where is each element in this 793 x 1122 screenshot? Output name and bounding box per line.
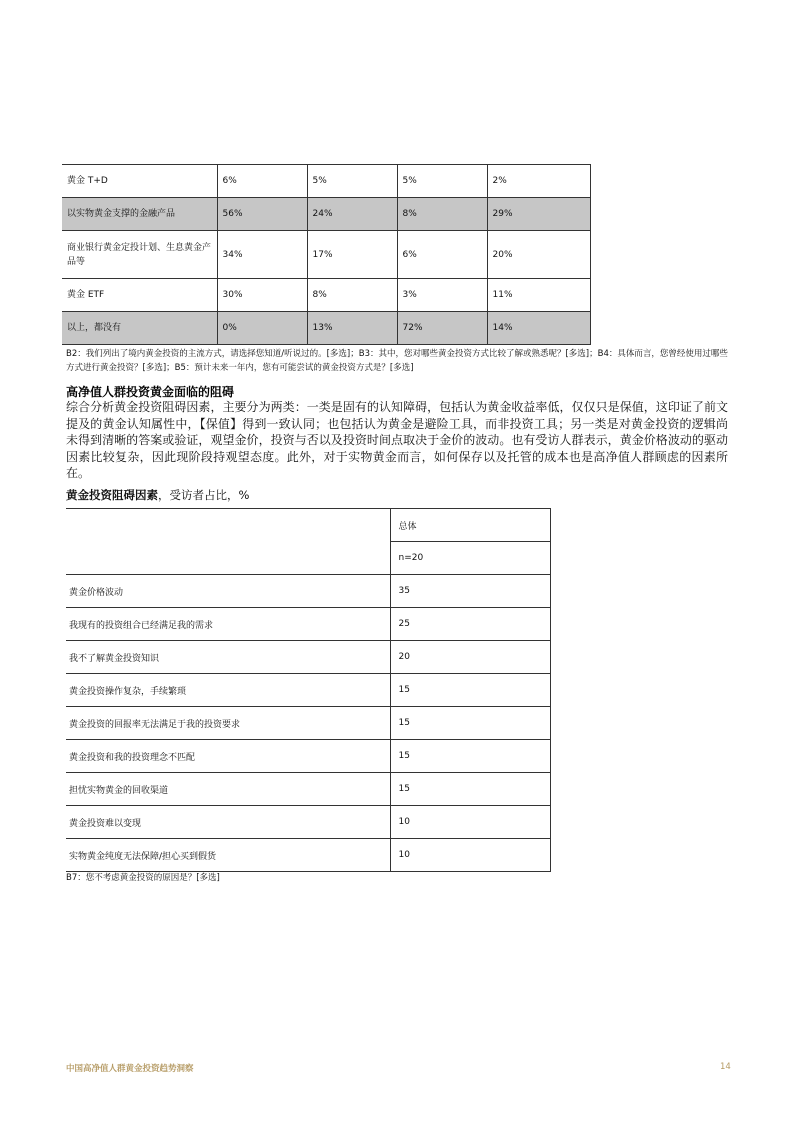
table-row [66, 608, 550, 641]
cell: 34% [217, 231, 307, 279]
table-row [66, 707, 550, 740]
cell: 13% [307, 312, 397, 345]
table-row [62, 231, 590, 279]
row-value: 25 [390, 608, 550, 641]
header-sample-size: n=20 [390, 542, 550, 575]
row-label: 黄金投资和我的投资理念不匹配 [66, 740, 390, 773]
table-row [66, 806, 550, 839]
row-label: 黄金投资操作复杂，手续繁琐 [66, 674, 390, 707]
cell: 5% [397, 165, 487, 198]
row-value: 15 [390, 773, 550, 806]
cell: 5% [307, 165, 397, 198]
header-total: 总体 [390, 509, 550, 542]
cell: 17% [307, 231, 397, 279]
cell: 20% [487, 231, 590, 279]
table2-title-rest: ，受访者占比，% [158, 488, 250, 502]
cell: 56% [217, 198, 307, 231]
table-row [62, 279, 590, 312]
row-label: 担忧实物黄金的回收渠道 [66, 773, 390, 806]
investment-methods-table [62, 164, 591, 345]
row-value: 10 [390, 806, 550, 839]
table-row [62, 198, 590, 231]
row-value: 10 [390, 839, 550, 872]
row-label: 商业银行黄金定投计划、生息黄金产品等 [62, 231, 217, 279]
row-value: 15 [390, 740, 550, 773]
row-label: 以实物黄金支撑的金融产品 [62, 198, 217, 231]
row-value: 20 [390, 641, 550, 674]
row-label: 黄金投资的回报率无法满足于我的投资要求 [66, 707, 390, 740]
cell: 29% [487, 198, 590, 231]
table-row [66, 575, 550, 608]
row-label: 黄金 ETF [62, 279, 217, 312]
cell: 72% [397, 312, 487, 345]
cell: 24% [307, 198, 397, 231]
row-label: 我现有的投资组合已经满足我的需求 [66, 608, 390, 641]
table1-source-note: B2：我们列出了境内黄金投资的主流方式，请选择您知道/听说过的。[多选]；B3：其中，您对哪些黄金投资方式比较了解或熟悉呢？[多选]；B4：具体而言，您曾经使用过哪些方式进行黄金投资？[多选]；B5：预计未来一年内，您有可能尝试的黄金投资方式是？[多选] [66, 349, 728, 373]
cell: 11% [487, 279, 590, 312]
row-value: 15 [390, 707, 550, 740]
cell: 6% [397, 231, 487, 279]
table2-title-bold: 黄金投资阻碍因素 [66, 488, 158, 502]
table-row [66, 773, 550, 806]
cell: 6% [217, 165, 307, 198]
row-label: 黄金 T+D [62, 165, 217, 198]
row-label: 我不了解黄金投资知识 [66, 641, 390, 674]
body-paragraph: 综合分析黄金投资阻碍因素，主要分为两类：一类是固有的认知障碍，包括认为黄金收益率低，仅仅只是保值，这印证了前文提及的黄金认知属性中，【保值】得到一致认同；也包括认为黄金是避险工具，而非投资工具；另一类是对黄金投资的逻辑尚未得到清晰的答案或验证，观望金价，投资与否以及投资时间点取决于金价的波动。也有受访人群表示，黄金价格波动的驱动因素比较复杂，因此现阶段持观望态度。此外，对于实物黄金而言，如何保存以及托管的成本也是高净值人群顾虑的因素所在。 [66, 400, 728, 480]
row-label: 黄金投资难以变现 [66, 806, 390, 839]
barriers-table [66, 508, 551, 872]
cell: 0% [217, 312, 307, 345]
table-row [66, 740, 550, 773]
cell: 8% [307, 279, 397, 312]
row-label: 以上，都没有 [62, 312, 217, 345]
row-label: 黄金价格波动 [66, 575, 390, 608]
cell: 2% [487, 165, 590, 198]
table-row [62, 312, 590, 345]
footer-title: 中国高净值人群黄金投资趋势洞察 [66, 1064, 194, 1074]
page-number: 14 [720, 1062, 731, 1072]
cell: 3% [397, 279, 487, 312]
header-empty-cell [66, 509, 390, 575]
cell: 30% [217, 279, 307, 312]
cell: 8% [397, 198, 487, 231]
table-row [66, 839, 550, 872]
table2-source-note: B7：您不考虑黄金投资的原因是？[多选] [66, 873, 220, 883]
table2-title [66, 487, 249, 503]
row-value: 15 [390, 674, 550, 707]
row-value: 35 [390, 575, 550, 608]
section-heading: 高净值人群投资黄金面临的阻碍 [66, 385, 235, 399]
row-label: 实物黄金纯度无法保障/担心买到假货 [66, 839, 390, 872]
table-row [62, 165, 590, 198]
table-row [66, 641, 550, 674]
table-row [66, 674, 550, 707]
table-header-row [66, 509, 550, 542]
cell: 14% [487, 312, 590, 345]
